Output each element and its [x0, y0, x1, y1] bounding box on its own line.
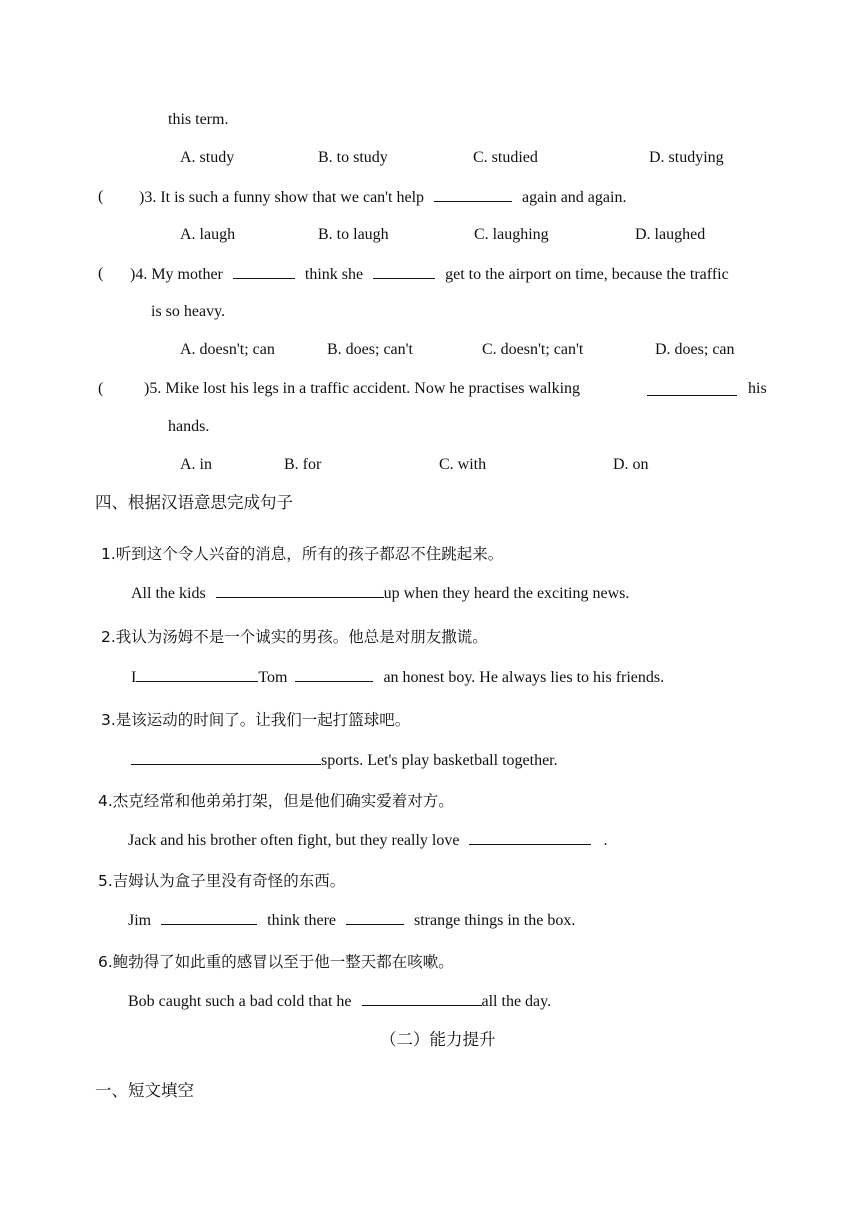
q5-option-d: D. on	[613, 456, 649, 473]
question-3	[139, 187, 626, 208]
s2-part-a: I	[131, 669, 137, 686]
q3-stem: )3. It is such a funny show that we can't help	[139, 189, 425, 206]
s5-part-b: think there	[267, 912, 336, 929]
q2-option-c: C. studied	[473, 149, 538, 166]
s3-part-a: sports. Let's play basketball together.	[321, 752, 558, 769]
s6-part-b: all the day.	[481, 993, 552, 1010]
s2-part-b: Tom	[258, 669, 288, 686]
s5-blank-2	[346, 910, 404, 925]
s5-english	[128, 910, 575, 931]
q4-answer-paren: (	[98, 265, 104, 282]
s1-part-b: up when they heard the exciting news.	[383, 585, 630, 602]
part-2-heading: 一、短文填空	[95, 1081, 194, 1100]
q4-tail: get to the airport on time, because the traffic	[445, 266, 729, 283]
q5-option-c: C. with	[439, 456, 487, 473]
q3-option-c: C. laughing	[474, 226, 549, 243]
s2-blank-1	[136, 667, 258, 682]
q3-option-b: B. to laugh	[318, 226, 389, 243]
s5-chinese: 5.吉姆认为盒子里没有奇怪的东西。	[98, 872, 346, 890]
s3-blank	[131, 750, 321, 765]
q3-blank	[434, 187, 512, 202]
q2-option-d: D. studying	[649, 149, 724, 166]
s1-part-a: All the kids	[131, 585, 206, 602]
s4-blank	[469, 830, 591, 845]
s6-english	[128, 991, 551, 1012]
part-2-title: （二）能力提升	[380, 1030, 496, 1049]
q4-mid: think she	[304, 266, 364, 283]
s3-english	[131, 750, 558, 771]
s4-part-a: Jack and his brother often fight, but they really love	[128, 832, 460, 849]
q3-answer-paren: (	[98, 188, 104, 205]
q3-option-a: A. laugh	[180, 226, 236, 243]
q5-blank	[647, 381, 737, 396]
q5-stem: )5. Mike lost his legs in a traffic accident. Now he practises walking	[144, 380, 581, 397]
q4-option-b: B. does; can't	[327, 341, 413, 358]
s6-part-a: Bob caught such a bad cold that he	[128, 993, 352, 1010]
s5-blank-1	[161, 910, 257, 925]
q5-answer-paren: (	[98, 380, 104, 397]
q5-continuation: hands.	[168, 418, 210, 435]
s2-chinese: 2.我认为汤姆不是一个诚实的男孩。他总是对朋友撒谎。	[101, 628, 488, 646]
s6-blank	[362, 991, 482, 1006]
q2-option-a: A. study	[180, 149, 235, 166]
q3-option-d: D. laughed	[635, 226, 706, 243]
q4-continuation: is so heavy.	[151, 303, 226, 320]
q4-option-c: C. doesn't; can't	[482, 341, 584, 358]
q5-option-a: A. in	[180, 456, 212, 473]
q2-continuation: this term.	[168, 111, 229, 128]
s2-part-c: an honest boy. He always lies to his friends.	[383, 669, 665, 686]
q5-option-b: B. for	[284, 456, 322, 473]
s4-part-b: .	[603, 832, 608, 849]
q4-option-a: A. doesn't; can	[180, 341, 275, 358]
s6-chinese: 6.鲍勃得了如此重的感冒以至于他一整天都在咳嗽。	[98, 953, 454, 971]
q2-option-b: B. to study	[318, 149, 388, 166]
s3-chinese: 3.是该运动的时间了。让我们一起打篮球吧。	[101, 711, 411, 729]
q3-tail: again and again.	[522, 189, 627, 206]
s1-chinese: 1.听到这个令人兴奋的消息，所有的孩子都忍不住跳起来。	[101, 545, 504, 563]
q4-option-d: D. does; can	[655, 341, 735, 358]
section-4-heading: 四、根据汉语意思完成句子	[95, 493, 293, 512]
s5-part-c: strange things in the box.	[414, 912, 576, 929]
s4-english	[128, 830, 607, 851]
s2-blank-2	[295, 667, 373, 682]
s1-english	[131, 583, 629, 604]
q4-blank-1	[233, 264, 295, 279]
question-4	[130, 264, 729, 285]
q5-tail: his	[748, 380, 767, 397]
q4-blank-2	[373, 264, 435, 279]
s4-chinese: 4.杰克经常和他弟弟打架，但是他们确实爱着对方。	[98, 792, 454, 810]
s2-english	[131, 667, 664, 688]
q4-stem: )4. My mother	[130, 266, 223, 283]
s1-blank	[216, 583, 384, 598]
s5-part-a: Jim	[128, 912, 152, 929]
